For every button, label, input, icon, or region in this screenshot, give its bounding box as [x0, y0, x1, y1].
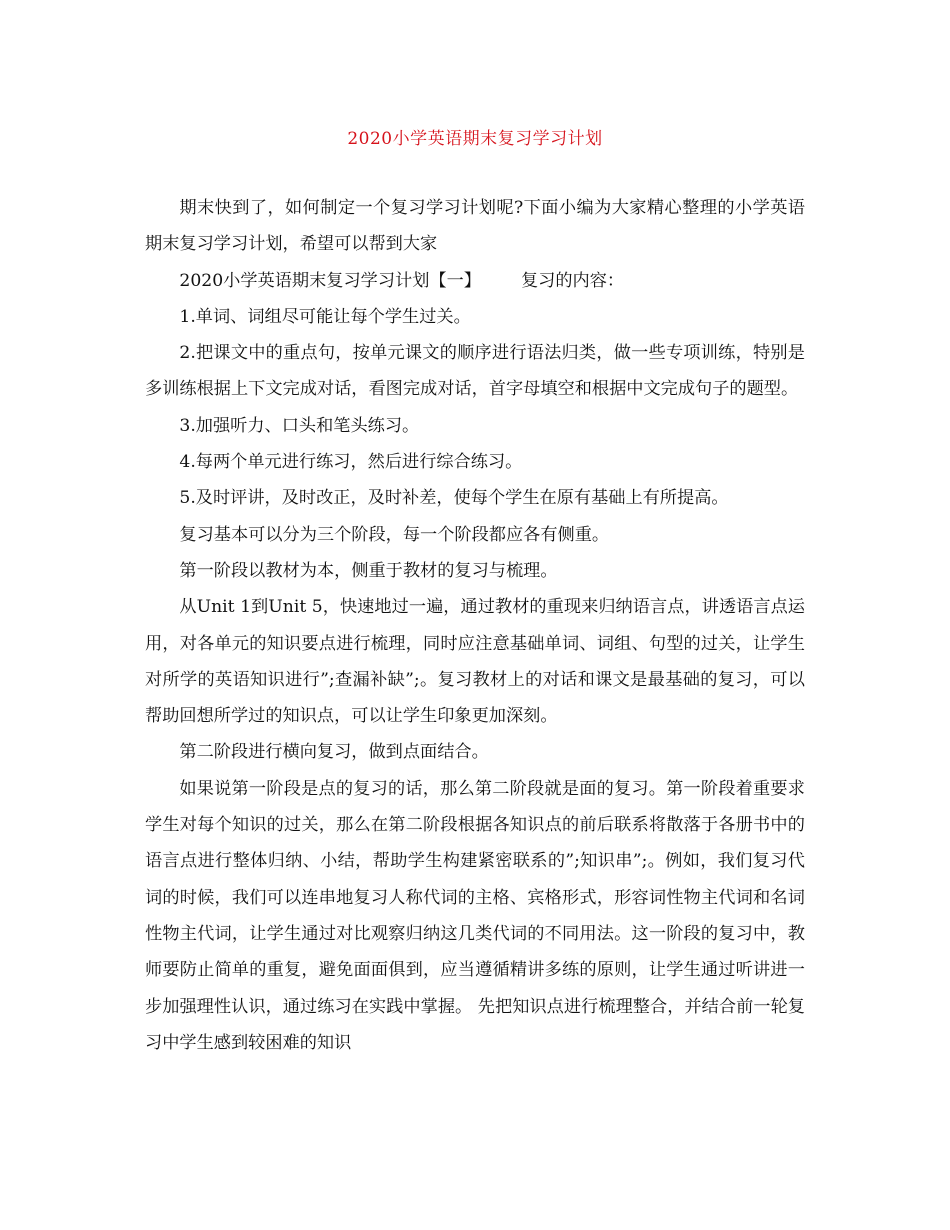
- list-item: 3.加强听力、口头和笔头练习。: [179, 415, 420, 436]
- list-item: 2.把课文中的重点句，按单元课文的顺序进行语法归类，做一些专项训练，特别是多训练根据上下文完成对话，看图完成对话，首字母填空和根据中文完成句子的题型。: [145, 343, 805, 400]
- stage2-heading: 第二阶段进行横向复习，做到点面结合。: [179, 742, 489, 763]
- stage1-body: 从Unit 1到Unit 5，快速地过一遍，通过教材的重现来归纳语言点，讲透语言点运用，对各单元的知识要点进行梳理，同时应注意基础单词、词组、句型的过关，让学生对所学的英语知识进行”;查漏补缺”;。复习教材上的对话和课文是最基础的复习，可以帮助回想所学过的知识点，可以让学生印象更加深刻。: [145, 597, 805, 727]
- document-title: 2020小学英语期末复习学习计划: [347, 129, 603, 149]
- stages-intro: 复习基本可以分为三个阶段，每一个阶段都应各有侧重。: [179, 524, 610, 545]
- list-item: 4.每两个单元进行练习，然后进行综合练习。: [179, 452, 523, 473]
- section-subheading: 复习的内容：: [520, 270, 625, 291]
- stage2-body: 如果说第一阶段是点的复习的话，那么第二阶段就是面的复习。第一阶段着重要求学生对每个知识的过关，那么在第二阶段根据各知识点的前后联系将散落于各册书中的语言点进行整体归纳、小结，帮助学生构建紧密联系的”;知识串”;。例如，我们复习代词的时候，我们可以连串地复习人称代词的主格、宾格形式，形容词性物主代词和名词性物主代词，让学生通过对比观察归纳这几类代词的不同用法。这一阶段的复习中，教师要防止简单的重复，避免面面俱到，应当遵循精讲多练的原则，让学生通过听讲进一步加强理性认识，通过练习在实践中掌握。 先把知识点进行梳理整合，并结合前一轮复习中学生感到较困难的知识: [145, 778, 805, 1053]
- list-item: 1.单词、词组尽可能让每个学生过关。: [179, 306, 471, 327]
- document-body: [145, 190, 805, 1061]
- intro-paragraph: 期末快到了，如何制定一个复习学习计划呢?下面小编为大家精心整理的小学英语期末复习学习计划，希望可以帮到大家: [145, 198, 805, 255]
- section-heading-line: [145, 263, 805, 299]
- stage1-heading: 第一阶段以教材为本，侧重于教材的复习与梳理。: [179, 560, 558, 581]
- section-heading: 2020小学英语期末复习学习计划【一】: [179, 270, 481, 291]
- list-item: 5.及时评讲，及时改正，及时补差，使每个学生在原有基础上有所提高。: [179, 488, 729, 509]
